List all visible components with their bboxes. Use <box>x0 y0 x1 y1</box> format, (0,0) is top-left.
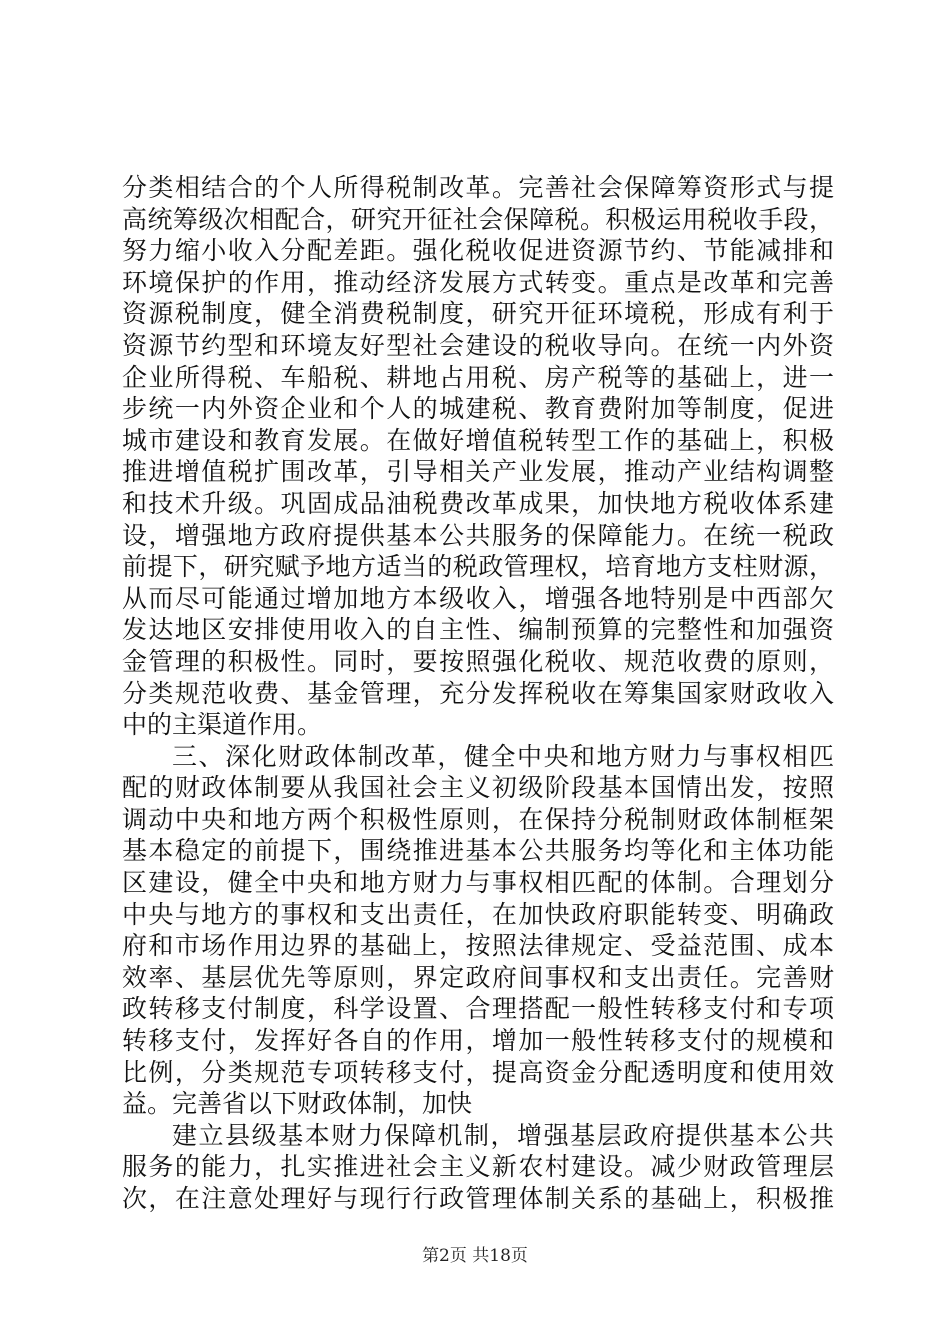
text-line: 益。完善省以下财政体制，加快 <box>122 1089 473 1119</box>
page-footer: 第2页 共18页 <box>422 1246 528 1266</box>
text-line: 分类规范收费、基金管理，充分发挥税收在筹集国家财政收入 <box>122 678 834 708</box>
text-line: 次，在注意处理好与现行行政管理体制关系的基础上，积极推 <box>122 1184 834 1213</box>
text-line: 金管理的积极性。同时，要按照强化税收、规范收费的原则， <box>122 646 834 676</box>
text-line: 政转移支付制度，科学设置、合理搭配一般性转移支付和专项 <box>122 994 834 1024</box>
text-line: 比例，分类规范专项转移支付，提高资金分配透明度和使用效 <box>122 1057 834 1087</box>
text-line: 基本稳定的前提下，围绕推进基本公共服务均等化和主体功能 <box>122 836 834 866</box>
text-line: 配的财政体制要从我国社会主义初级阶段基本国情出发，按照 <box>122 773 834 803</box>
text-line: 资源节约型和环境友好型社会建设的税收导向。在统一内外资 <box>122 330 834 360</box>
text-line: 从而尽可能通过增加地方本级收入，增强各地特别是中西部欠 <box>122 583 834 613</box>
text-line: 府和市场作用边界的基础上，按照法律规定、受益范围、成本 <box>122 931 834 961</box>
text-line: 推进增值税扩围改革，引导相关产业发展，推动产业结构调整 <box>122 457 834 487</box>
text-line: 效率、基层优先等原则，界定政府间事权和支出责任。完善财 <box>122 962 834 992</box>
text-line: 转移支付，发挥好各自的作用，增加一般性转移支付的规模和 <box>122 1026 834 1056</box>
text-line: 环境保护的作用，推动经济发展方式转变。重点是改革和完善 <box>122 267 834 297</box>
text-line: 调动中央和地方两个积极性原则，在保持分税制财政体制框架 <box>122 804 834 834</box>
text-line: 发达地区安排使用收入的自主性、编制预算的完整性和加强资 <box>122 615 834 645</box>
text-line: 企业所得税、车船税、耕地占用税、房产税等的基础上，进一 <box>122 362 834 392</box>
text-line: 高统筹级次相配合，研究开征社会保障税。积极运用税收手段， <box>122 204 834 234</box>
text-line: 和技术升级。巩固成品油税费改革成果，加快地方税收体系建 <box>122 488 834 518</box>
text-line: 建立县级基本财力保障机制，增强基层政府提供基本公共 <box>172 1120 834 1150</box>
body-text <box>122 172 834 1215</box>
text-line: 设，增强地方政府提供基本公共服务的保障能力。在统一税政 <box>122 520 834 550</box>
text-line: 前提下，研究赋予地方适当的税政管理权，培育地方支柱财源， <box>122 552 834 582</box>
text-line: 城市建设和教育发展。在做好增值税转型工作的基础上，积极 <box>122 425 834 455</box>
text-line: 中央与地方的事权和支出责任，在加快政府职能转变、明确政 <box>122 899 834 929</box>
text-line: 努力缩小收入分配差距。强化税收促进资源节约、节能减排和 <box>122 236 834 266</box>
text-line: 资源税制度，健全消费税制度，研究开征环境税，形成有利于 <box>122 299 834 329</box>
text-line: 步统一内外资企业和个人的城建税、教育费附加等制度，促进 <box>122 394 834 424</box>
text-line: 三、深化财政体制改革，健全中央和地方财力与事权相匹 <box>172 741 834 771</box>
text-line: 中的主渠道作用。 <box>122 710 323 740</box>
text-line: 区建设，健全中央和地方财力与事权相匹配的体制。合理划分 <box>122 868 834 898</box>
text-line: 服务的能力，扎实推进社会主义新农村建设。减少财政管理层 <box>122 1152 834 1182</box>
text-line: 分类相结合的个人所得税制改革。完善社会保障筹资形式与提 <box>122 173 834 202</box>
